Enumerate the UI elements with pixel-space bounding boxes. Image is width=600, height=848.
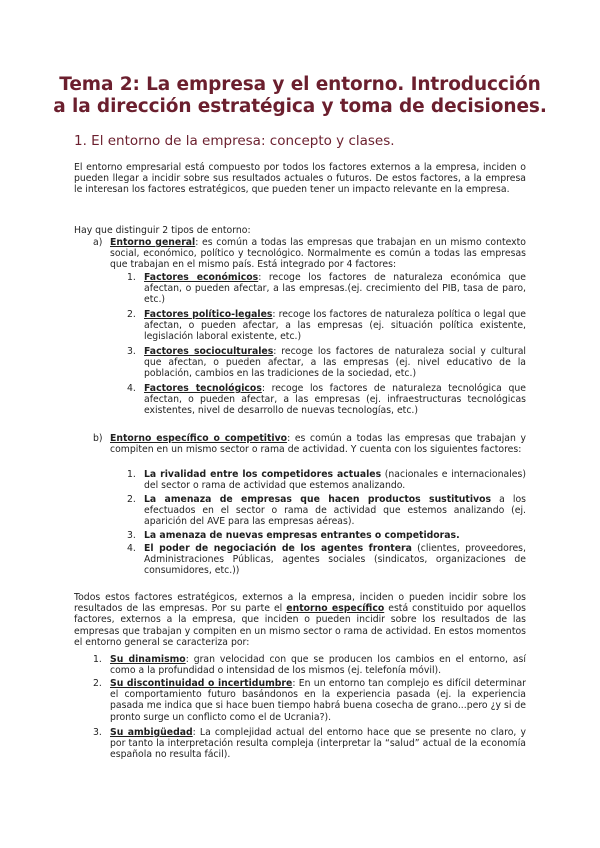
factor-term: Factores tecnológicos	[144, 383, 262, 394]
list-item	[144, 469, 526, 491]
closing-paragraph	[74, 592, 526, 648]
list-item	[144, 543, 526, 577]
factor-text: (nacionales e internacionales) del sector o rama de actividad que estemos analizando.	[144, 469, 526, 492]
factor-text: : recoge los factores de naturaleza económica que afectan, o pueden afectar, a las empresas.(ej. crecimiento del PIB, tasa de paro, etc.)	[144, 272, 526, 306]
list-item	[110, 678, 526, 723]
closing-term: entorno específico	[286, 603, 385, 615]
closing-text-1: Todos estos factores estratégicos, externos a la empresa, inciden o pueden incidir sobre los resultados de las empresas. Por su parte el	[74, 592, 526, 615]
entorno-general-text: : es común a todas las empresas que trabajan en un mismo contexto social, económico, político y tecnológico. Normalmente es común a todas las empresas que trabajan en el mismo país. Está integrado por 4 factores:	[110, 237, 526, 271]
entorno-especifico-item	[110, 433, 526, 455]
list-marker: 3.	[127, 530, 136, 541]
closing-text-2: está constituido por aquellos factores, externos a la empresa, que inciden o pueden incidir sobre los resultados de las empresas que trabajan y compiten en un mismo sector o rama de actividad. En estos momentos el entorno general se caracteriza por:	[74, 603, 526, 648]
list-marker: 3.	[93, 727, 102, 738]
list-marker: 1.	[127, 272, 136, 283]
entorno-especifico-term: Entorno específico o competitivo	[110, 433, 288, 444]
factor-term: La rivalidad entre los competidores actuales	[144, 469, 382, 480]
page-title	[40, 74, 560, 118]
factor-text: : recoge los factores de naturaleza política o legal que afectan, o pueden afectar, a las empresas (ej. situación política existente, legislación laboral existente, etc.)	[144, 309, 526, 343]
list-marker: 4.	[127, 543, 136, 554]
list-item	[144, 346, 526, 380]
distinguish-line: Hay que distinguir 2 tipos de entorno:	[74, 225, 251, 236]
entorno-especifico-text: : es común a todas las empresas que trabajan y compiten en un mismo sector o rama de actividad. Y cuenta con los siguientes factores:	[110, 433, 526, 456]
list-marker: 2.	[93, 678, 102, 689]
section-heading: 1. El entorno de la empresa: concepto y clases.	[74, 133, 395, 149]
factor-term: El poder de negociación de los agentes frontera	[144, 543, 412, 554]
list-marker: 2.	[127, 494, 136, 505]
factor-term: La amenaza de empresas que hacen productos sustitutivos	[144, 494, 492, 505]
factor-text: : recoge los factores de naturaleza tecnológica que afectan, o pueden afectar, a las empresas (ej. infraestructuras tecnológicas existentes, nivel de desarrollo de nuevas tecnologías, etc.)	[144, 383, 526, 417]
list-item	[144, 530, 526, 541]
entorno-general-term: Entorno general	[110, 237, 196, 248]
characteristic-text: : La complejidad actual del entorno hace que se presente no claro, y por tanto la interpretación resulta compleja (interpretar la “salud” actual de la economía española no resulta fácil).	[110, 727, 526, 761]
title-line-2: a la dirección estratégica y toma de decisiones.	[53, 96, 547, 117]
factor-term: Factores socioculturales	[144, 346, 274, 357]
characteristic-term: Su ambigüedad	[110, 727, 193, 738]
list-marker: 3.	[127, 346, 136, 357]
list-item	[110, 727, 526, 761]
characteristic-text: : gran velocidad con que se producen los cambios en el entorno, así como a la profundidad o intensidad de los mismos (ej. telefonía móvil).	[110, 654, 526, 677]
list-marker: 2.	[127, 309, 136, 320]
list-marker: 1.	[127, 469, 136, 480]
factor-text: a los efectuados en el sector o rama de actividad que estemos analizando (ej. aparición del AVE para las empresas aéreas).	[144, 494, 526, 528]
list-item	[144, 309, 526, 343]
factor-term: Factores económicos	[144, 272, 259, 283]
characteristic-text: : En un entorno tan complejo es difícil determinar el comportamiento futuro basándonos en la experiencia pasada (ej. la experiencia pasada me indica que si hace buen tiempo habrá buena cosecha de grano...pero ¿y si de pronto surge un conflicto como el de Ucrania?).	[110, 678, 526, 723]
list-item	[144, 494, 526, 528]
characteristic-term: Su discontinuidad o incertidumbre	[110, 678, 293, 689]
list-item	[144, 383, 526, 417]
list-item	[144, 272, 526, 306]
list-marker: a)	[93, 237, 103, 248]
list-item	[110, 654, 526, 676]
list-marker: 1.	[93, 654, 102, 665]
factor-text: (clientes, proveedores, Administraciones Públicas, agentes sociales (sindicatos, organizaciones de consumidores, etc.))	[144, 543, 526, 577]
entorno-general-item	[110, 237, 526, 271]
factor-term: Factores político-legales	[144, 309, 273, 320]
factor-term: La amenaza de nuevas empresas entrantes o competidoras.	[144, 530, 460, 541]
intro-paragraph: El entorno empresarial está compuesto por todos los factores externos a la empresa, inciden o pueden llegar a incidir sobre sus resultados actuales o futuros. De estos factores, a la empresa le interesan los factores estratégicos, que pueden tener un impacto relevante en la empresa.	[74, 162, 526, 196]
factor-text: : recoge los factores de naturaleza social y cultural que afectan, o pueden afectar, a las empresas (ej. nivel educativo de la población, cambios en las tradiciones de la sociedad, etc.)	[144, 346, 526, 380]
title-line-1: Tema 2: La empresa y el entorno. Introducción	[59, 74, 541, 95]
list-marker: 4.	[127, 383, 136, 394]
characteristic-term: Su dinamismo	[110, 654, 186, 665]
list-marker: b)	[93, 433, 103, 444]
